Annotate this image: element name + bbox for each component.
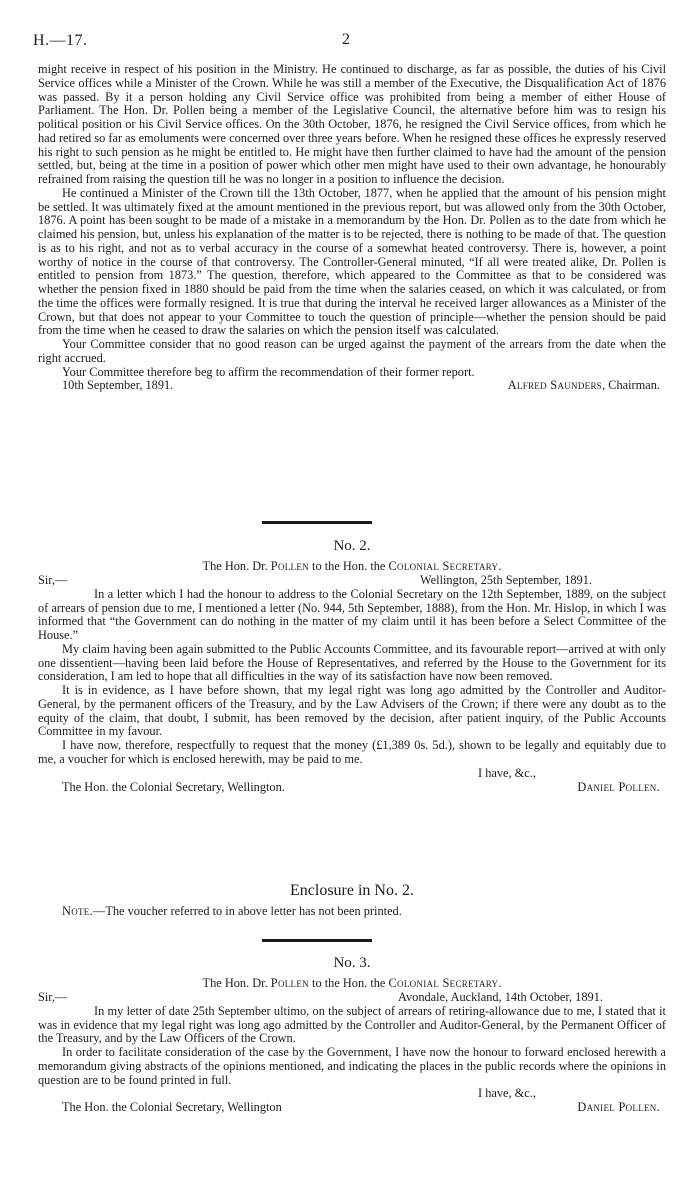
addressee: The Hon. the Colonial Secretary, Wellington [62, 1100, 282, 1115]
signoff-row [38, 1101, 666, 1115]
report-paragraph: He continued a Minister of the Crown till the 13th October, 1877, when he applied that the amount of his pension might be settled. It was ultimately fixed at the amount mentioned in the previous report, but was allowed only from the 30th October, 1876. A point has been sought to be made of a mistake in a memorandum by the Hon. Dr. Pollen as to the date from which he claimed his pension, but, unless his explanation of the matter is to be rejected, there is nothing to be made of that. The question is as to his right, and not as to verbal accuracy in the course of a somewhat heated controversy. There is, however, a point worthy of notice in the course of that controversy. The Controller-General minuted, “If all were treated alike, Dr. Pollen is entitled to pension from 1873.” The question, therefore, which appeared to the Committee as that to be considered was whether the pension fixed in 1880 should be paid from the time when the salaries ceased, on which it was calculated, or from the time the offices were formally resigned. It is true that during the interval he received larger allowances as a Minister of the Crown, but that does not appear to your Committee to touch the question of principle—whether the pension should be paid from the time when he ceased to draw the salaries on which the pension itself was calculated. [38, 185, 666, 338]
salutation: Sir,— [38, 989, 68, 1004]
closing-row [38, 1087, 666, 1101]
page-number: 2 [342, 31, 350, 48]
letter-subtitle: The Hon. Dr. Pollen to the Hon. the Colonial Secretary. [202, 559, 502, 573]
section-divider [262, 521, 372, 524]
signature: Daniel Pollen. [577, 1100, 660, 1115]
letter-salutation-row [38, 991, 666, 1005]
letter-paragraph: It is in evidence, as I have before shown, that my legal right was long ago admitted by the Controller and Auditor-General, by the permanent officers of the Treasury, and by the Law Advisers of the Crown; if there were any doubt as to the equity of the claim, that doubt, I submit, has been removed by the decision, after patient inquiry, of the Public Accounts Committee in my favour. [38, 683, 666, 739]
enclosure-note [38, 905, 666, 919]
report-date: 10th September, 1891. [62, 378, 174, 393]
letter-title: No. 2. [333, 538, 371, 554]
enclosure-title: Enclosure in No. 2. [290, 882, 414, 899]
closing: I have, &c., [478, 1086, 536, 1101]
report-paragraph: Your Committee consider that no good reason can be urged against the payment of the arrears from the date when the right accrued. [38, 337, 666, 365]
letter-paragraph: In order to facilitate consideration of the case by the Government, I have now the honour to forward enclosed herewith a memorandum giving abstracts of the opinions mentioned, and indicating the places in the public records where the opinions in question are to be found printed in full. [38, 1045, 666, 1087]
note-text: —The voucher referred to in above letter has not been printed. [93, 904, 402, 918]
report-signature: Alfred Saunders, Chairman. [507, 378, 660, 393]
report-section [38, 63, 666, 393]
letter-paragraph: In my letter of date 25th September ultimo, on the subject of arrears of retiring-allowance due to me, I stated that it was in evidence that my legal right was long ago admitted by the Controller and Auditor-General, by the Permanent Officer of the Treasury, and by the Law Officers of the Crown. [38, 1003, 666, 1046]
closing-row [38, 767, 666, 781]
place-date: Avondale, Auckland, 14th October, 1891. [398, 989, 603, 1004]
letter-subtitle: The Hon. Dr. Pollen to the Hon. the Colonial Secretary. [202, 976, 502, 990]
document-reference: H.—17. [33, 32, 88, 49]
note-label: Note. [62, 904, 93, 918]
salutation: Sir,— [38, 572, 68, 587]
signature: Daniel Pollen. [577, 779, 660, 794]
letter-salutation-row [38, 574, 666, 588]
closing: I have, &c., [478, 765, 536, 780]
letter-no-3 [38, 955, 666, 1115]
place-date: Wellington, 25th September, 1891. [420, 572, 592, 587]
letter-paragraph: In a letter which I had the honour to address to the Colonial Secretary on the 12th September, 1889, on the subject of arrears of pension due to me, I mentioned a letter (No. 944, 5th September, 1888), from the Hon. Mr. Hislop, in which I was informed that “the Government can do nothing in the matter of my claim until it has been before a Select Committee of the House.” [38, 586, 666, 642]
letter-no-2 [38, 538, 666, 795]
section-divider [262, 939, 372, 942]
letter-paragraph: My claim having been again submitted to the Public Accounts Committee, and its favourable report—arrived at with only one dissentient—having been laid before the House of Representatives, and referred by the House to the Government for its consideration, I am led to hope that all difficulties in the way of its satisfaction have now been removed. [38, 641, 666, 684]
letter-paragraph: I have now, therefore, respectfully to request that the money (£1,389 0s. 5d.), shown to be legally and equitably due to me, a voucher for which is enclosed herewith, may be paid to me. [38, 738, 666, 766]
report-paragraph: Your Committee therefore beg to affirm the recommendation of their former report. [62, 364, 475, 379]
report-paragraph: might receive in respect of his position in the Ministry. He continued to discharge, as far as possible, the duties of his Civil Service offices while a Minister of the Crown. While he was still a member of the Executive, the Disqualification Act of 1876 was passed. By it a person holding any Civil Service office was prohibited from being a member of either House of Parliament. The Hon. Dr. Pollen being a member of the Legislative Council, the alternative before him was to resign his political position or his Civil Service offices. On the 30th October, 1876, he resigned the Civil Service offices, from which he had retired so far as emoluments were concerned over three years before. When he resigned these offices he expressly reserved his right to such pension as he might be entitled to. He might have then further claimed to have had the amount of the pension settled, but, being at the time in a position of power which other men might have used to their own advantage, he honourably refrained from raising the question till he was no longer in a position to influence the decision. [38, 62, 666, 186]
enclosure-section [38, 882, 666, 919]
signoff-row [38, 781, 666, 795]
addressee: The Hon. the Colonial Secretary, Wellington. [62, 779, 285, 794]
letter-title: No. 3. [333, 955, 371, 971]
report-signoff [38, 379, 666, 393]
